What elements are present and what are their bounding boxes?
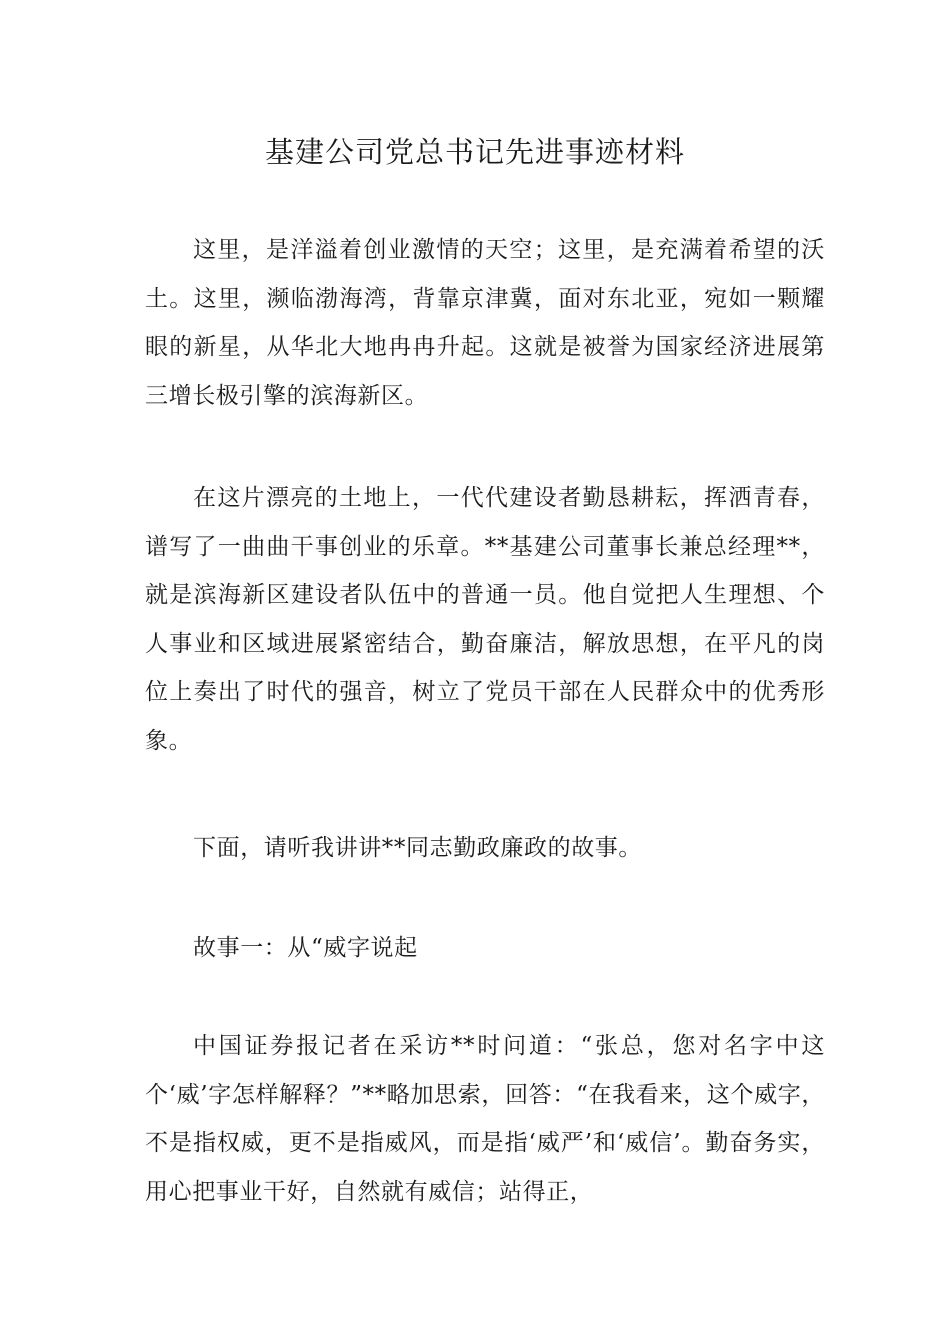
paragraph-profile: 在这片漂亮的土地上，一代代建设者勤恳耕耘，挥洒青春，谱写了一曲曲干事创业的乐章。**基建公司董事长兼总经理**，就是滨海新区建设者队伍中的普通一员。他自觉把人生理想、个人事业和区域进展紧密结合，勤奋廉洁，解放思想，在平凡的岗位上奏出了时代的强音，树立了党员干部在人民群众中的优秀形象。 [145,485,825,754]
paragraph-intro: 这里，是洋溢着创业激情的天空；这里，是充满着希望的沃土。这里，濒临渤海湾，背靠京津冀，面对东北亚，宛如一颗耀眼的新星，从华北大地冉冉升起。这就是被誉为国家经济进展第三增长极引擎的滨海新区。 [145,237,825,409]
paragraph-story-one: 中国证券报记者在采访**时问道：“张总，您对名字中这个‘威’字怎样解释？”**略加思索，回答：“在我看来，这个威字，不是指权威，更不是指威风，而是指‘威严’和‘威信’。勤奋务实，用心把事业干好，自然就有威信；站得正， [145,1033,825,1205]
document-title: 基建公司党总书记先进事迹材料 [264,135,685,169]
paragraph-transition: 下面，请听我讲讲**同志勤政廉政的故事。 [193,835,642,861]
story-heading: 故事一：从“威字说起 [193,935,418,961]
